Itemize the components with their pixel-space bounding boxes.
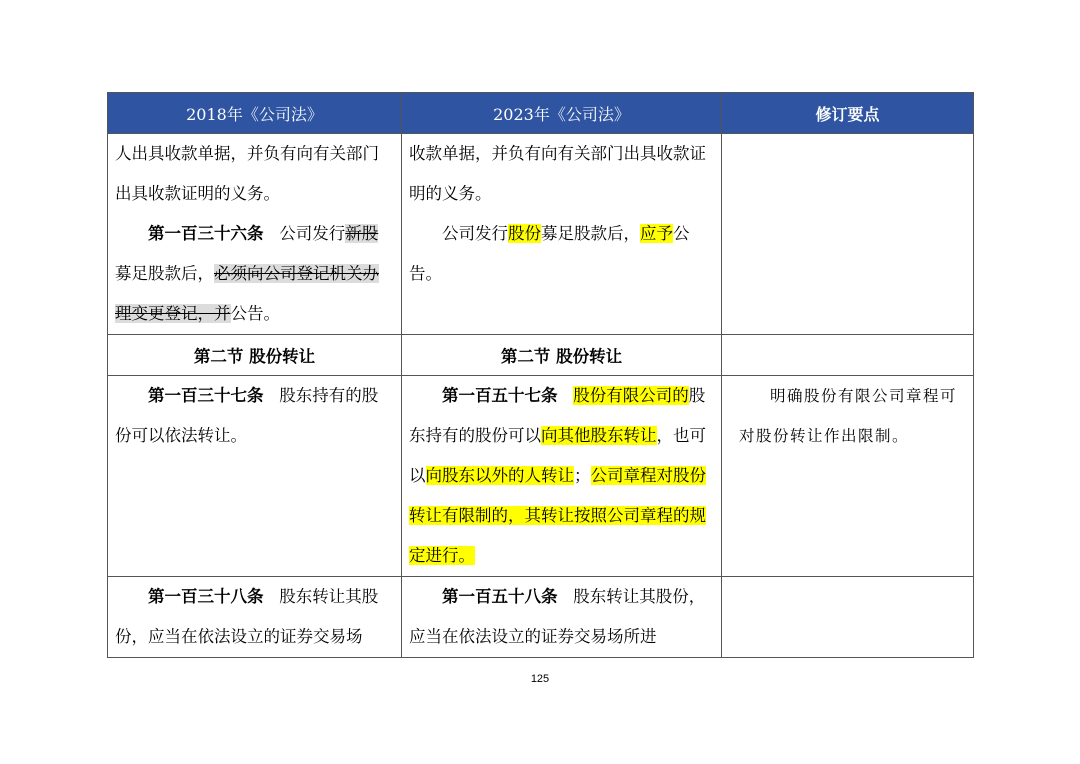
article-paragraph [115,577,394,657]
header-2018: 2018年《公司法》 [108,93,402,134]
highlighted-text: 应予 [640,224,673,243]
comparison-table [107,92,974,658]
article-paragraph [409,577,714,657]
article-number: 第一百三十七条 [148,386,264,405]
deleted-text: 必须向公司登记机关办理变更登记，并 [115,264,379,323]
text-span: 股东持有的股份可以 [409,386,706,445]
page-number: 125 [530,673,550,685]
cell-note [722,577,974,658]
text-span: 股东转让其股份，应当在依法设立的证券交易场所进 [409,587,706,646]
cell-2023 [402,134,722,335]
highlighted-text: 股份有限公司的 [573,386,689,405]
cell-2023 [402,376,722,577]
text-span: ，也可以 [409,426,706,485]
cell-2018 [108,577,402,658]
article-paragraph [115,376,394,456]
article-paragraph [115,214,394,334]
cell-note [722,134,974,335]
revision-note: 明确股份有限公司章程可对股份转让作出限制。 [739,387,958,445]
highlighted-text: 向其他股东转让 [541,426,657,445]
text-line: 人出具收款单据，并负有向有关部门出具收款证明的义务。 [115,144,379,203]
article-paragraph [409,376,714,576]
section-title-2023: 第二节 股份转让 [402,335,722,376]
section-note [722,335,974,376]
text-span: ； [574,466,591,485]
header-revision-points: 修订要点 [722,93,974,134]
text-span: 募足股款后， [115,264,214,283]
cell-2018 [108,134,402,335]
table-row [108,376,974,577]
article-paragraph [409,214,714,294]
article-number: 第一百三十八条 [148,587,264,606]
highlighted-text: 股份 [508,224,541,243]
text-span: 公司发行 [279,224,346,243]
text-span: 公告。 [230,304,280,323]
article-number: 第一百三十六条 [148,224,264,243]
article-number: 第一百五十七条 [442,386,558,405]
text-span: 募足股款后， [541,224,640,243]
text-span: 股东转让其股份，应当在依法设立的证券交易场 [115,587,379,646]
cell-2018 [108,376,402,577]
text-span: 股东持有的股份可以依法转让。 [115,386,379,445]
highlighted-text: 向股东以外的人转让 [425,466,574,485]
section-row [108,335,974,376]
text-span: 公司发行 [442,224,508,243]
table-header-row [108,93,974,134]
section-title-2018: 第二节 股份转让 [108,335,402,376]
header-2023: 2023年《公司法》 [402,93,722,134]
text-span: 公告。 [409,224,690,283]
cell-2023 [402,577,722,658]
article-number: 第一百五十八条 [442,587,558,606]
cell-note [722,376,974,577]
text-line: 收款单据，并负有向有关部门出具收款证明的义务。 [409,144,706,203]
table-row [108,134,974,335]
table-row [108,577,974,658]
highlighted-text: 公司章程对股份转让有限制的，其转让按照公司章程的规定进行。 [409,466,706,565]
deleted-text: 新股 [345,224,379,243]
